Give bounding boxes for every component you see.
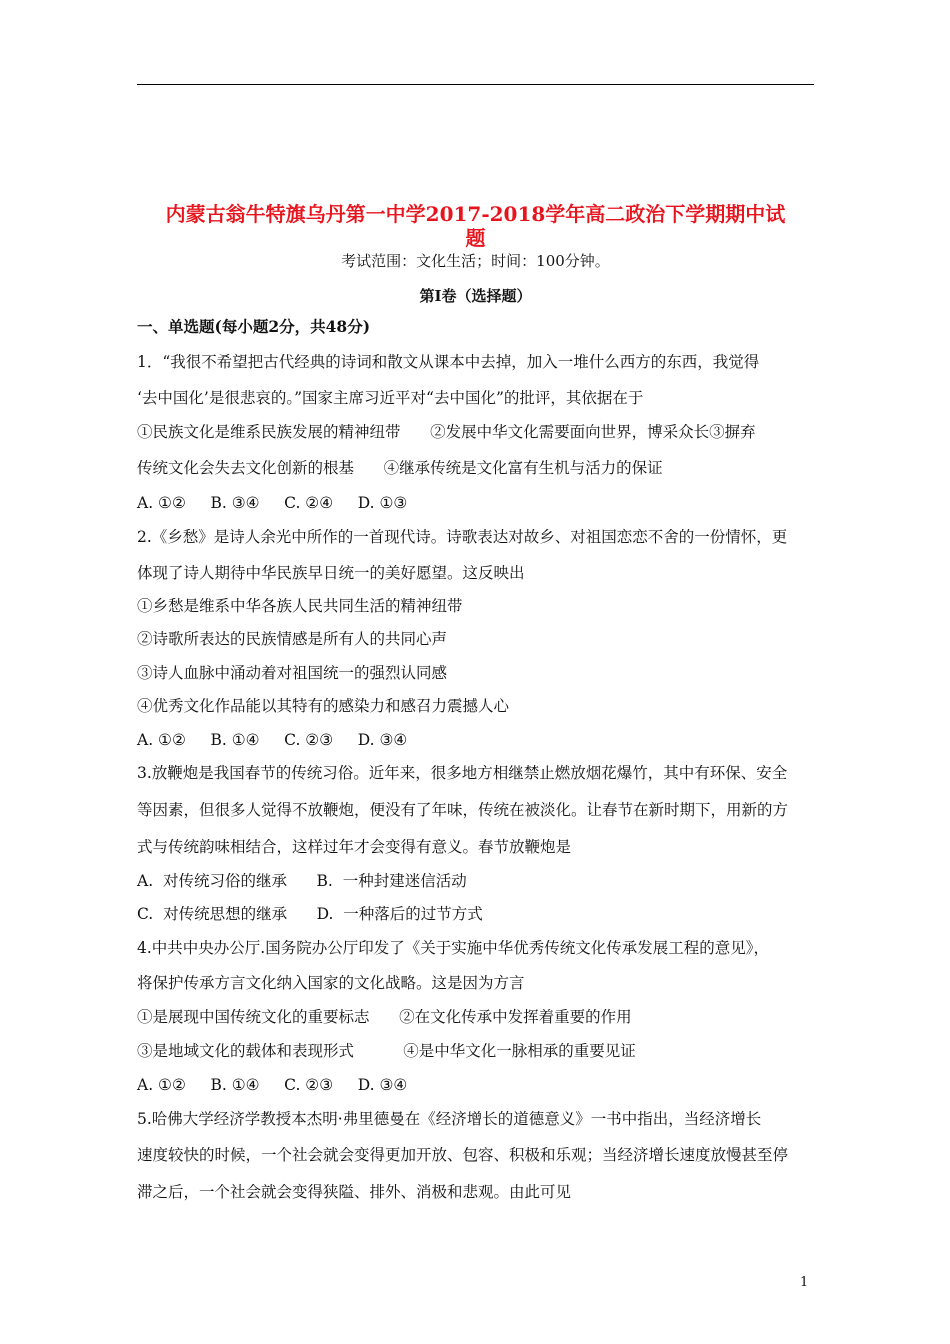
text-line: 等因素，但很多人觉得不放鞭炮，便没有了年味，传统在被淡化。让春节在新时期下，用新的方	[137, 801, 789, 819]
text-line: 滞之后，一个社会就会变得狭隘、排外、消极和悲观。由此可见	[137, 1183, 572, 1201]
header-rule	[137, 84, 814, 85]
text-line: ‘去中国化’是很悲哀的。”国家主席习近平对“去中国化”的批评，其依据在于	[137, 389, 644, 407]
text-line: ③是地域文化的载体和表现形式 ④是中华文化一脉相承的重要见证	[137, 1042, 636, 1060]
text-line: ①乡愁是维系中华各族人民共同生活的精神纽带	[137, 597, 463, 615]
text-line: 1．“我很不希望把古代经典的诗词和散文从课本中去掉，加入一堆什么西方的东西，我觉得	[137, 353, 760, 371]
text-line: A. ①② B. ①④ C. ②③ D. ③④	[137, 731, 408, 749]
text-line: A. 对传统习俗的继承 B. 一种封建迷信活动	[137, 872, 467, 890]
text-line: 速度较快的时候，一个社会就会变得更加开放、包容、积极和乐观；当经济增长速度放慢甚至停	[137, 1146, 789, 1164]
text-line: 将保护传承方言文化纳入国家的文化战略。这是因为方言	[137, 974, 525, 992]
text-line: ③诗人血脉中涌动着对祖国统一的强烈认同感	[137, 664, 448, 682]
text-line: 体现了诗人期待中华民族早日统一的美好愿望。这反映出	[137, 564, 525, 582]
text-line: ①民族文化是维系民族发展的精神纽带 ②发展中华文化需要面向世界，博采众长③摒弃	[137, 423, 756, 441]
text-line: 2.《乡愁》是诗人余光中所作的一首现代诗。诗歌表达对故乡、对祖国恋恋不舍的一份情怀，更	[137, 528, 788, 546]
exam-scope: 考试范围：文化生活；时间：100分钟。	[341, 252, 610, 270]
text-line: C. 对传统思想的继承 D. 一种落后的过节方式	[137, 905, 483, 923]
text-line: A. ①② B. ①④ C. ②③ D. ③④	[137, 1076, 408, 1094]
text-line: 3.放鞭炮是我国春节的传统习俗。近年来，很多地方相继禁止燃放烟花爆竹，其中有环保、安全	[137, 764, 788, 782]
title-line-1: 内蒙古翁牛特旗乌丹第一中学2017-2018学年高二政治下学期期中试	[165, 202, 786, 226]
part-heading: 一、单选题(每小题2分，共48分)	[137, 317, 371, 336]
title-line-2: 题	[465, 226, 486, 250]
text-line: A. ①② B. ③④ C. ②④ D. ①③	[137, 494, 408, 512]
text-line: ①是展现中国传统文化的重要标志 ②在文化传承中发挥着重要的作用	[137, 1008, 632, 1026]
text-line: ④优秀文化作品能以其特有的感染力和感召力震撼人心	[137, 697, 510, 715]
text-line: 4.中共中央办公厅.国务院办公厅印发了《关于实施中华优秀传统文化传承发展工程的意见》，	[137, 939, 769, 957]
section-heading: 第Ⅰ卷（选择题）	[419, 287, 532, 305]
page-number: 1	[800, 1275, 809, 1290]
text-line: ②诗歌所表达的民族情感是所有人的共同心声	[137, 630, 448, 648]
text-line: 式与传统韵味相结合，这样过年才会变得有意义。春节放鞭炮是	[137, 838, 572, 856]
text-line: 传统文化会失去文化创新的根基 ④继承传统是文化富有生机与活力的保证	[137, 459, 663, 477]
text-line: 5.哈佛大学经济学教授本杰明·弗里德曼在《经济增长的道德意义》一书中指出，当经济增长	[137, 1110, 762, 1128]
